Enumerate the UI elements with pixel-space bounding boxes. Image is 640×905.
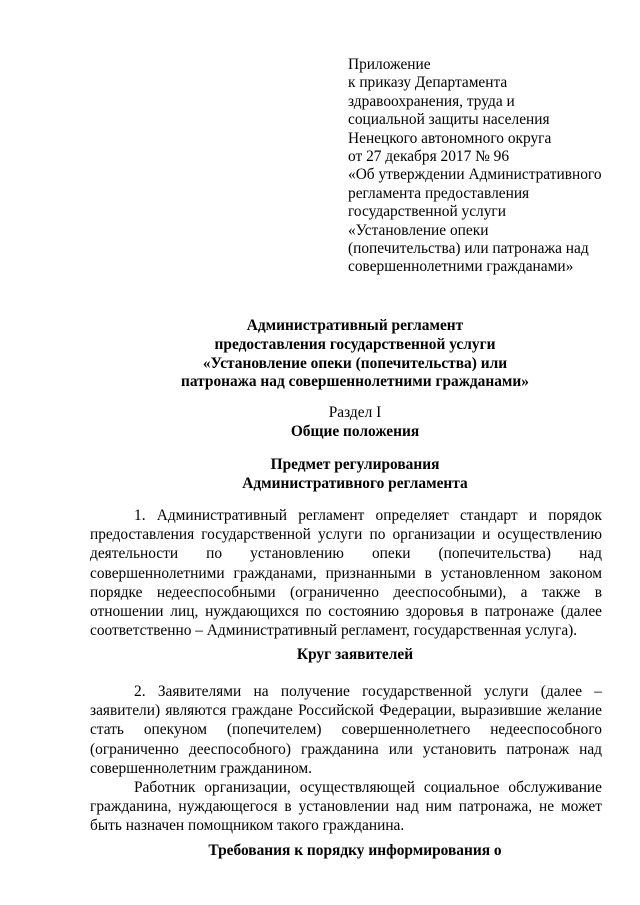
appendix-line: социальной защиты населения: [348, 111, 550, 129]
appendix-line: (попечительства) или патронажа над: [348, 240, 589, 258]
title-line: патронажа над совершеннолетними гражданами»: [181, 373, 529, 391]
appendix-line: государственной услуги: [348, 203, 506, 221]
paragraph-3: [90, 778, 602, 836]
subject-heading-line: Предмет регулирования: [270, 456, 440, 473]
document-title: [90, 317, 620, 392]
appendix-line: Приложение: [348, 56, 431, 73]
section-name: Общие положения: [290, 422, 420, 440]
appendix-line: от 27 декабря 2017 № 96: [348, 148, 510, 166]
appendix-line: Ненецкого автономного округа: [348, 129, 552, 147]
paragraph-line: совершеннолетними гражданами, признанными в установленном законом: [90, 564, 602, 582]
subject-heading-line: Административного регламента: [242, 474, 468, 492]
appendix-block: [348, 56, 602, 277]
paragraph-line: заявители) являются граждане Российской Федерации, выразившие желание: [90, 702, 602, 720]
appendix-line: здравоохранения, труда и: [348, 92, 515, 110]
section-number: Раздел I: [328, 404, 382, 421]
paragraph-line: Работник организации, осуществляющей социальное обслуживание: [134, 779, 602, 796]
paragraph-2: [90, 682, 602, 778]
applicants-heading: Круг заявителей: [296, 646, 414, 663]
paragraph-line: (ограниченно дееспособного) гражданина или установить патронаж над: [90, 740, 602, 758]
subject-heading: [90, 456, 620, 494]
paragraph-line: 1. Административный регламент определяет стандарт и порядок: [134, 507, 602, 524]
paragraph-line: деятельности по установлению опеки (попечительства) над: [90, 545, 602, 563]
appendix-line: к приказу Департамента: [348, 74, 508, 92]
paragraph-line: порядке недееспособными (ограниченно дееспособными), а также в: [90, 583, 602, 601]
appendix-line: регламента предоставления: [348, 184, 530, 202]
paragraph-line: совершеннолетним гражданином.: [90, 759, 313, 777]
paragraph-line: отношении лиц, нуждающихся по состоянию здоровья в патронаже (далее: [90, 603, 602, 621]
title-line: «Установление опеки (попечительства) или: [202, 354, 508, 372]
paragraph-line: соответственно – Административный регламент, государственная услуга).: [90, 622, 578, 640]
appendix-line: «Об утверждении Административного: [348, 166, 602, 184]
paragraph-line: 2. Заявителями на получение государственной услуги (далее –: [134, 683, 602, 700]
paragraph-1: [90, 506, 602, 640]
title-line: предоставления государственной услуги: [214, 335, 496, 353]
section-heading: [90, 404, 620, 442]
paragraph-line: гражданина, нуждающегося в установлении над ним патронажа, не может: [90, 798, 602, 816]
title-line: Административный регламент: [246, 317, 464, 334]
appendix-line: совершеннолетними гражданами»: [348, 258, 574, 276]
paragraph-line: быть назначен помощником такого гражданина.: [90, 817, 405, 835]
appendix-line: «Установление опеки: [348, 221, 489, 239]
paragraph-line: предоставления государственной услуги по организации и осуществлению: [90, 526, 602, 544]
requirements-heading: Требования к порядку информирования о: [208, 842, 502, 859]
paragraph-line: стать опекуном (попечителем) совершеннолетнего недееспособного: [90, 721, 602, 739]
